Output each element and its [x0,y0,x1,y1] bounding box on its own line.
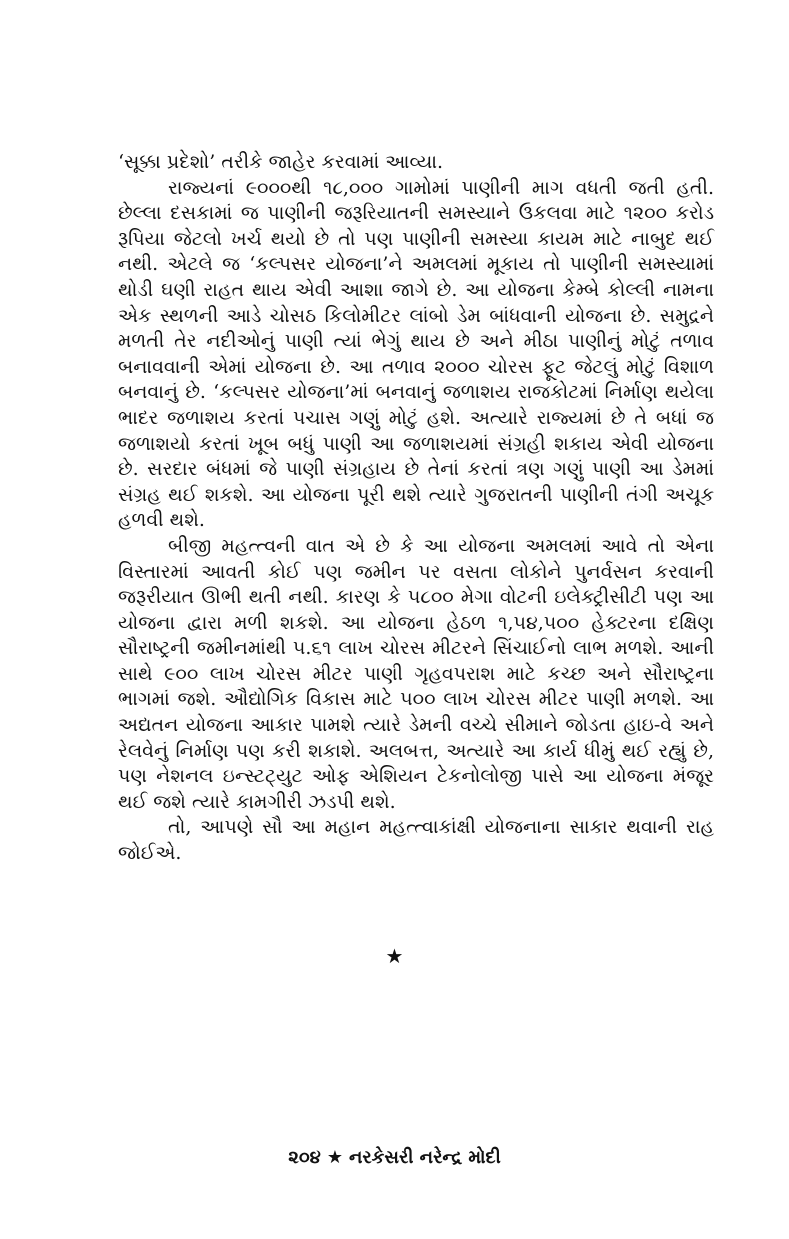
chapter-text [118,150,714,867]
footer-star-icon: ★ [326,1147,343,1168]
page-number: ૨૦૪ [288,1147,321,1168]
page-footer [0,1146,789,1170]
book-title: નરકેસરી નરેન્દ્ર મોદી [348,1147,501,1168]
paragraph-continuation: ‘સૂક્કા પ્રદેશો’ તરીકે જાહેર કરવામાં આવ્યા. [118,151,444,173]
paragraph-project-benefits: બીજી મહત્ત્વની વાત એ છે કે આ યોજના અમલમાં આવે તો એના વિસ્તારમાં આવતી કોઈ પણ જમીન પર વસતા લોકોને પુનર્વસન કરવાની જરૂરીયાત ઊભી થતી નથી. કારણ કે ૫૮૦૦ મેગા વોટની ઇલેક્ટ્રીસીટી પણ આ યોજના દ્વારા મળી શકશે. આ યોજના હેઠળ ૧,૫૪,૫૦૦ હેક્ટરના દક્ષિણ સૌરાષ્ટ્રની જમીનમાંથી ૫.૬૧ લાખ ચોરસ મીટરને સિંચાઈનો લાભ મળશે. આની સાથે ૯૦૦ લાખ ચોરસ મીટર પાણી ગૃહવપરાશ માટે કચ્છ અને સૌરાષ્ટ્રના ભાગમાં જશે. ઔદ્યોગિક વિકાસ માટે ૫૦૦ લાખ ચોરસ મીટર પાણી મળશે. આ અદ્યતન યોજના આકાર પામશે ત્યારે ડેમની વચ્ચે સીમાને જોડતા હાઇ-વે અને રેલવેનું નિર્માણ પણ કરી શકાશે. અલબત્ત, અત્યારે આ કાર્ય ધીમું થઈ રહ્યું છે, પણ નેશનલ ઇન્સ્ટટ્યુટ ઓફ એશિયન ટેકનોલોજી પાસે આ યોજના મંજૂર થઈ જશે ત્યારે કામગીરી ઝડપી થશે. [118,534,714,813]
paragraph-conclusion: તો, આપણે સૌ આ મહાન મહત્ત્વાકાંક્ષી યોજનાના સાકાર થવાની રાહ જોઈએ. [118,816,714,865]
paragraph-water-demand: રાજ્યનાં ૯૦૦૦થી ૧૮,૦૦૦ ગામોમાં પાણીની માગ વધતી જતી હતી. છેલ્લા દસકામાં જ પાણીની જરૂરિયાતની સમસ્યાને ઉકલવા માટે ૧૨૦૦ કરોડ રૂપિયા જેટલો ખર્ચ થયો છે તો પણ પાણીની સમસ્યા કાયમ માટે નાબુદ થઈ નથી. એટલે જ ‘કલ્પસર યોજના’ને અમલમાં મૂકાય તો પાણીની સમસ્યામાં થોડી ઘણી રાહત થાય એવી આશા જાગે છે. આ યોજના કેમ્બે કોલ્લી નામના એક સ્થળની આડે ચોસઠ કિલોમીટર લાંબો ડેમ બાંધવાની યોજના છે. સમુદ્રને મળતી તેર નદીઓનું પાણી ત્યાં ભેગું થાય છે અને મીઠા પાણીનું મોટું તળાવ બનાવવાની એમાં યોજના છે. આ તળાવ ૨૦૦૦ ચોરસ ફૂટ જેટલું મોટું વિશાળ બનવાનું છે. ‘કલ્પસર યોજના’માં બનવાનું જળાશય રાજકોટમાં નિર્માણ થયેલા ભાદર જળાશય કરતાં પચાસ ગણું મોટું હશે. અત્યારે રાજ્યમાં છે તે બધાં જ જળાશયો કરતાં ખૂબ બધું પાણી આ જળાશયમાં સંગ્રહી શકાય એવી યોજના છે. સરદાર બંધમાં જે પાણી સંગ્રહાય છે તેનાં કરતાં ત્રણ ગણું પાણી આ ડેમમાં સંગ્રહ થઈ શકશે. આ યોજના પૂરી થશે ત્યારે ગુજરાતની પાણીની તંગી અચૂક હળવી થશે. [118,176,714,532]
section-end-star-icon: ★ [385,944,404,968]
